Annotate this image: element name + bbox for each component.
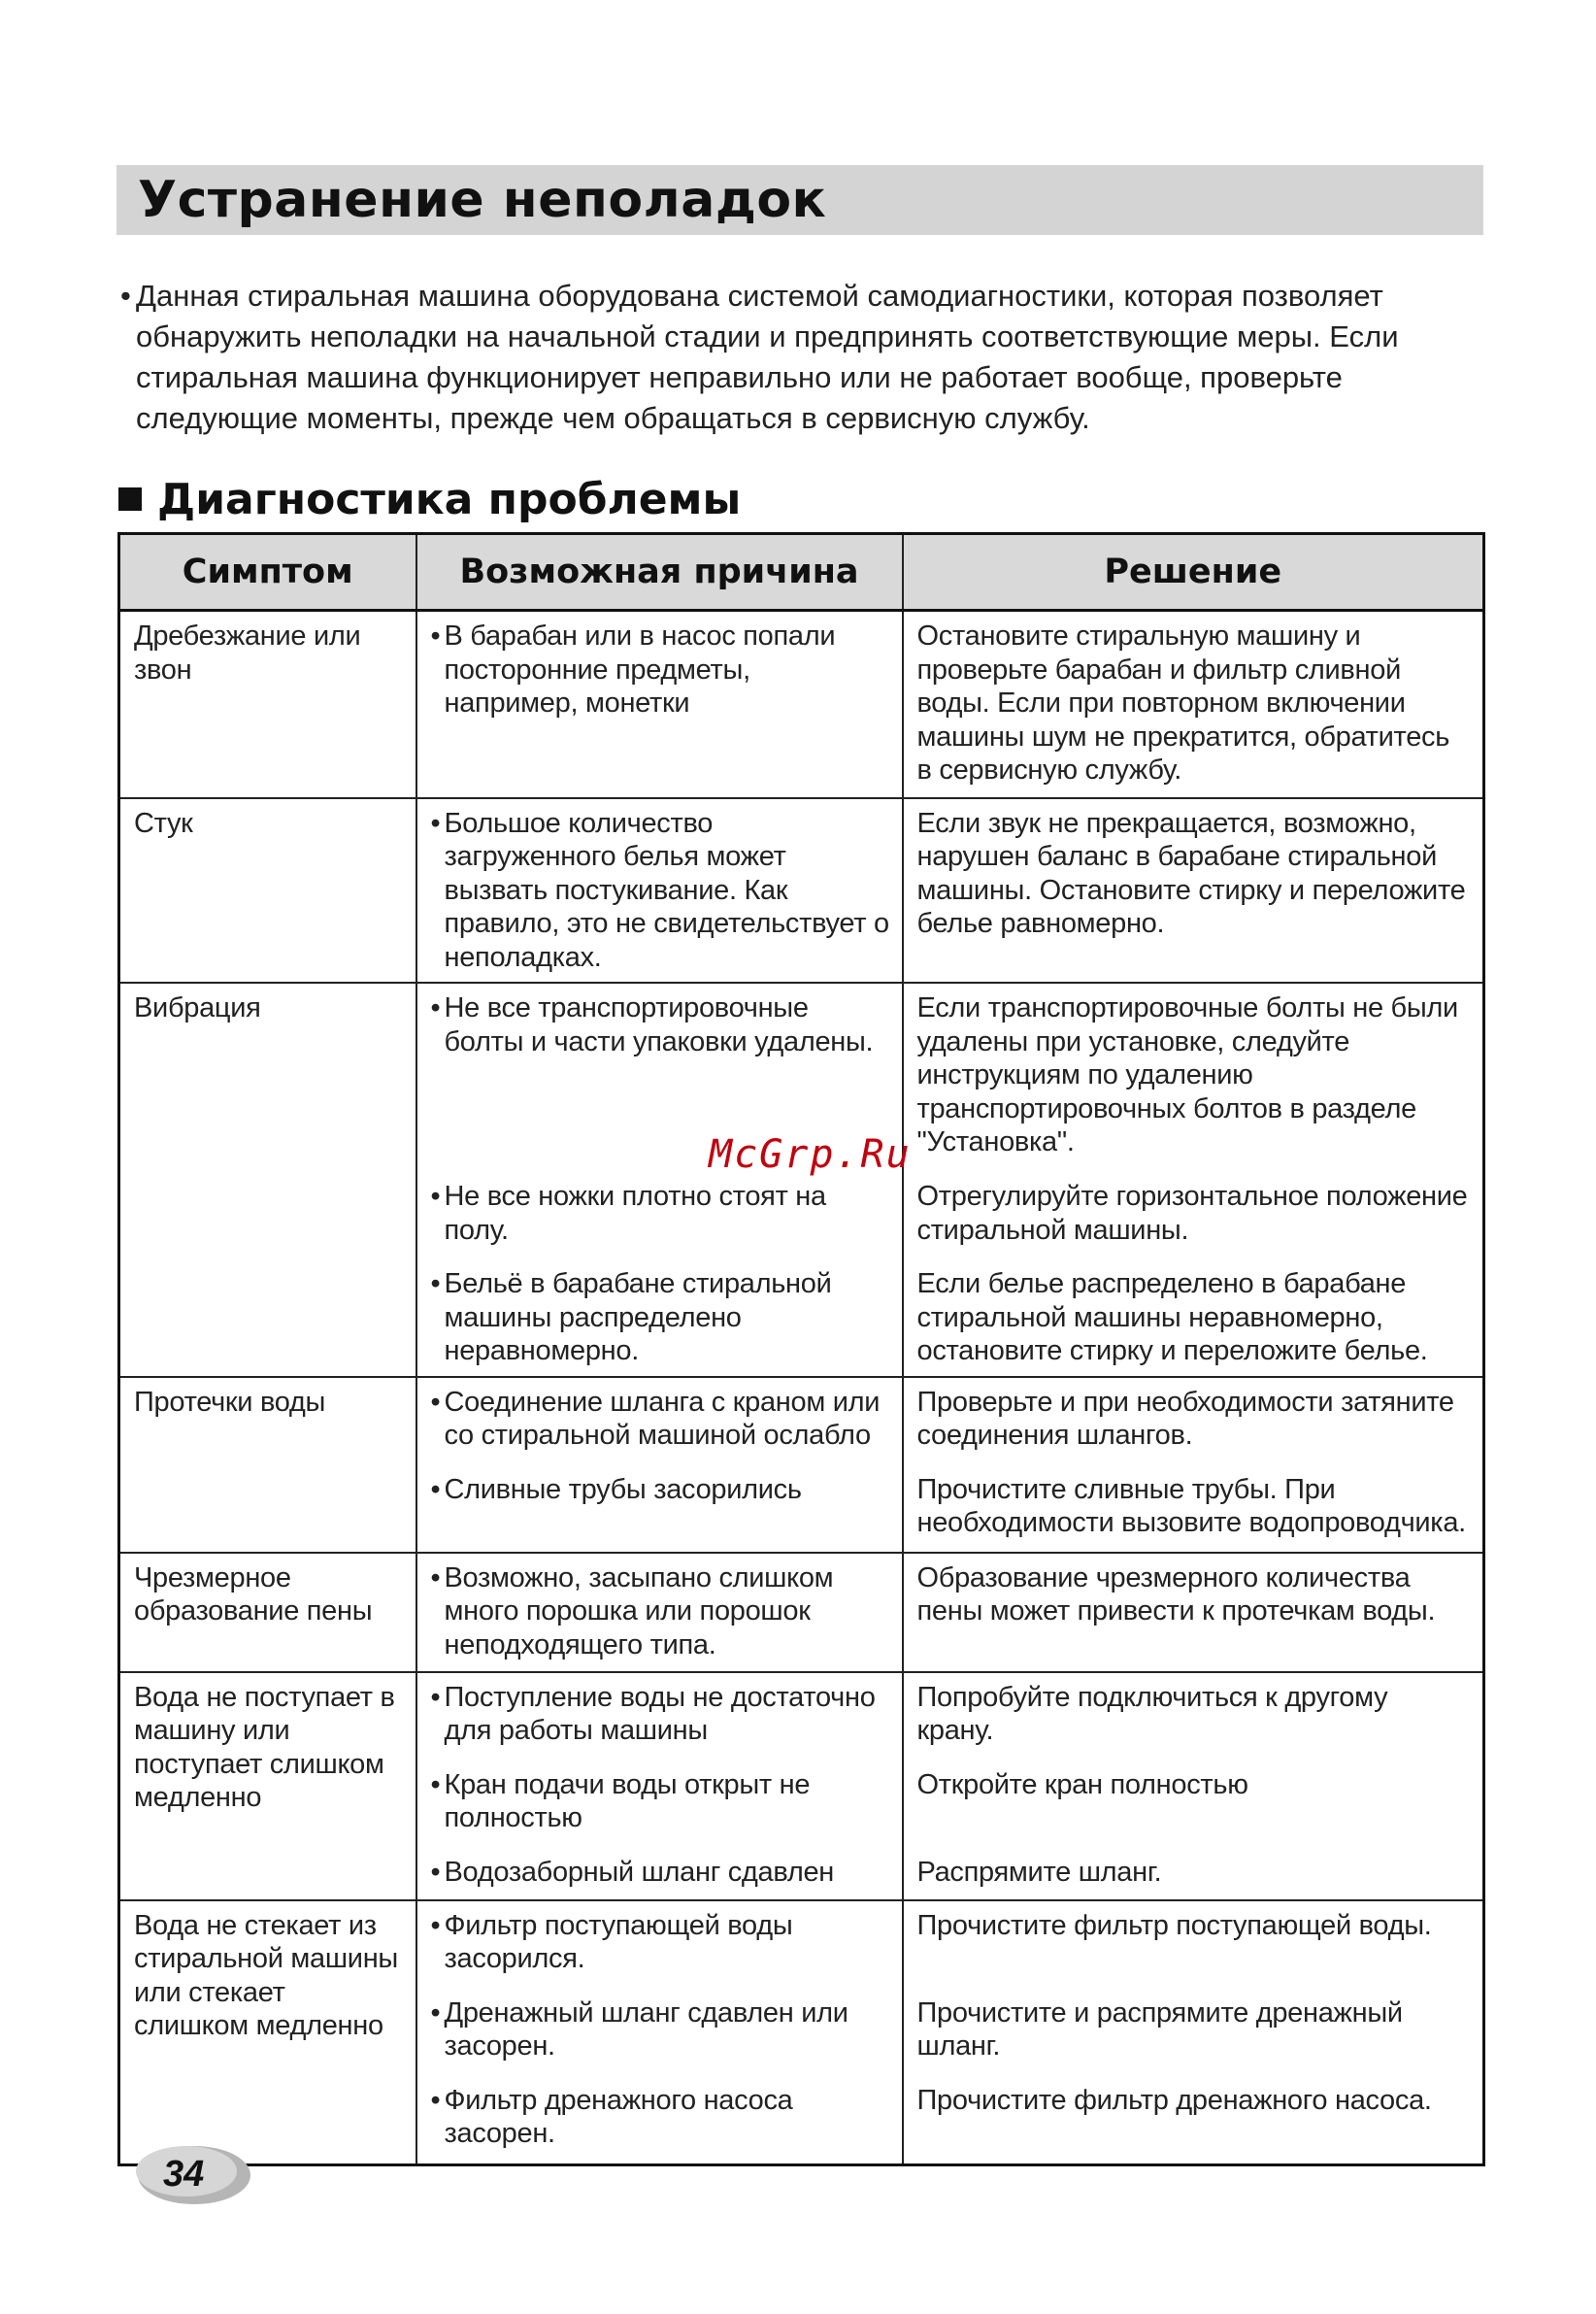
cause-text: Не все ножки плотно стоят на полу.: [444, 1181, 826, 1246]
solution-text: Распрямите шланг.: [916, 1856, 1162, 1888]
diagnostics-table: [117, 532, 1485, 2166]
cause-item: [431, 1386, 890, 1453]
bullet-dot: •: [430, 807, 441, 839]
bullet-dot: •: [430, 1561, 441, 1593]
cause-text: Сливные трубы засорились: [444, 1473, 802, 1505]
square-bullet-icon: [118, 487, 142, 511]
bullet-dot: •: [430, 1768, 441, 1800]
solution-text: Проверьте и при необходимости затяните соединения шлангов.: [916, 1386, 1454, 1451]
symptom-cell: Вода не стекает из стиральной машины или стекает слишком медленно: [119, 1900, 416, 2165]
symptom-cell: Протечки воды: [119, 1377, 416, 1553]
cause-item: [431, 1996, 890, 2063]
solution-text: Прочистите сливные трубы. При необходимости вызовите водопроводчика.: [916, 1473, 1466, 1538]
symptom-cell: Вода не поступает в машину или поступает слишком медленно: [119, 1672, 416, 1900]
bullet-dot: •: [430, 1473, 441, 1505]
cause-text: Соединение шланга с краном или со стиральной машиной ослабло: [444, 1386, 881, 1451]
cause-item: [431, 1768, 890, 1835]
table-header-row: [119, 534, 1484, 611]
bullet-dot: •: [430, 1386, 441, 1418]
cause-item: [431, 1681, 890, 1748]
table-row: [119, 1900, 1484, 2165]
cause-item: [431, 1561, 890, 1662]
cause-text: Кран подачи воды открыт не полностью: [444, 1768, 811, 1833]
symptom-cell: Вибрация: [119, 983, 416, 1377]
section-heading: [118, 470, 741, 528]
title-bar: [116, 165, 1483, 235]
solution-cell: [903, 983, 1484, 1377]
cause-text: Возможно, засыпано слишком много порошка или порошок неподходящего типа.: [444, 1561, 834, 1660]
cause-text: Фильтр поступающей воды засорился.: [444, 1909, 793, 1974]
table-row: [119, 1377, 1484, 1553]
cause-cell: [416, 1900, 903, 2165]
bullet-dot: •: [430, 620, 441, 652]
symptom-cell: Чрезмерное образование пены: [119, 1553, 416, 1672]
table-row: [119, 798, 1484, 984]
cause-text: Водозаборный шланг сдавлен: [444, 1856, 834, 1888]
table-row: [119, 611, 1484, 798]
solution-cell: [903, 1553, 1484, 1672]
cause-item: [431, 2084, 890, 2151]
symptom-cell: Стук: [119, 798, 416, 984]
cause-cell: [416, 1672, 903, 1900]
solution-text: Прочистите фильтр поступающей воды.: [916, 1909, 1432, 1941]
cause-cell: [416, 1553, 903, 1672]
solution-text: Образование чрезмерного количества пены может привести к протечкам воды.: [916, 1561, 1436, 1627]
bullet-dot: •: [430, 1909, 441, 1941]
table-row: [119, 1672, 1484, 1900]
cause-item: [431, 1267, 890, 1368]
cause-text: В барабан или в насос попали посторонние предметы, например, монетки: [444, 620, 836, 719]
bullet-dot: •: [430, 1681, 441, 1713]
solution-text: Остановите стиральную машину и проверьте барабан и фильтр сливной воды. Если при повторном включении машины шум не прекратится, обратитесь в сервисную службу.: [916, 620, 1450, 786]
header-solution: Решение: [903, 534, 1484, 611]
solution-text: Если белье распределено в барабане стиральной машины неравномерно, остановите стирку и переложите белье.: [916, 1268, 1428, 1366]
header-symptom: Симптом: [119, 534, 416, 611]
solution-text: Прочистите и распрямите дренажный шланг.: [916, 1996, 1403, 2062]
solution-cell: [903, 1377, 1484, 1553]
header-cause: Возможная причина: [416, 534, 903, 611]
intro-paragraph: [120, 276, 1480, 439]
cause-text: Дренажный шланг сдавлен или засорен.: [444, 1996, 848, 2062]
symptom-cell: Дребезжание или звон: [119, 611, 416, 798]
bullet-dot: •: [430, 1856, 441, 1888]
intro-bullet: •: [120, 279, 131, 313]
solution-cell: [903, 1672, 1484, 1900]
page-title: Устранение неполадок: [138, 171, 827, 229]
solution-text: Если транспортировочные болты не были удалены при установке, следуйте инструкциям по удалению транспортировочных болтов в разделе "Установка".: [916, 992, 1458, 1157]
solution-text: Прочистите фильтр дренажного насоса.: [916, 2084, 1432, 2116]
cause-cell: [416, 798, 903, 984]
cause-text: Большое количество загруженного белья может вызвать постукивание. Как правило, это не свидетельствует о неполадках.: [444, 807, 889, 973]
cause-item: [431, 1180, 890, 1247]
cause-item: [431, 1473, 890, 1507]
watermark: McGrp.Ru: [709, 1132, 912, 1177]
cause-cell: [416, 1377, 903, 1553]
solution-cell: [903, 798, 1484, 984]
solution-text: Если звук не прекращается, возможно, нарушен баланс в барабане стиральной машины. Остановите стирку и переложите белье равномерно.: [916, 807, 1466, 939]
page-number: 34: [163, 2154, 205, 2195]
bullet-dot: •: [430, 2084, 441, 2116]
solution-text: Отрегулируйте горизонтальное положение стиральной машины.: [916, 1181, 1468, 1246]
section-title: Диагностика проблемы: [157, 474, 742, 524]
solution-text: Попробуйте подключиться к другому крану.: [916, 1681, 1388, 1746]
cause-text: Не все транспортировочные болты и части упаковки удалены.: [444, 992, 874, 1057]
bullet-dot: •: [430, 1996, 441, 2029]
cause-cell: [416, 611, 903, 798]
cause-item: [431, 620, 890, 721]
cause-item: [431, 1909, 890, 1976]
bullet-dot: •: [430, 1268, 441, 1299]
solution-cell: [903, 611, 1484, 798]
cause-item: [431, 1856, 890, 1890]
table-row: [119, 1553, 1484, 1672]
intro-text: Данная стиральная машина оборудована системой самодиагностики, которая позволяет обнаружить неполадки на начальной стадии и предпринять соответствующие меры. Если стиральная машина функционирует неправильно или не работает вообще, проверьте следующие моменты, прежде чем обращаться в сервисную службу.: [136, 279, 1399, 435]
table-row: [119, 983, 1484, 1377]
cause-cell: [416, 983, 903, 1377]
bullet-dot: •: [430, 992, 441, 1023]
cause-text: Бельё в барабане стиральной машины распределено неравномерно.: [444, 1268, 832, 1366]
bullet-dot: •: [430, 1181, 441, 1212]
cause-item: [431, 807, 890, 975]
cause-text: Поступление воды не достаточно для работы машины: [444, 1681, 876, 1746]
solution-text: Откройте кран полностью: [916, 1768, 1248, 1800]
cause-text: Фильтр дренажного насоса засорен.: [444, 2084, 793, 2149]
solution-cell: [903, 1900, 1484, 2165]
